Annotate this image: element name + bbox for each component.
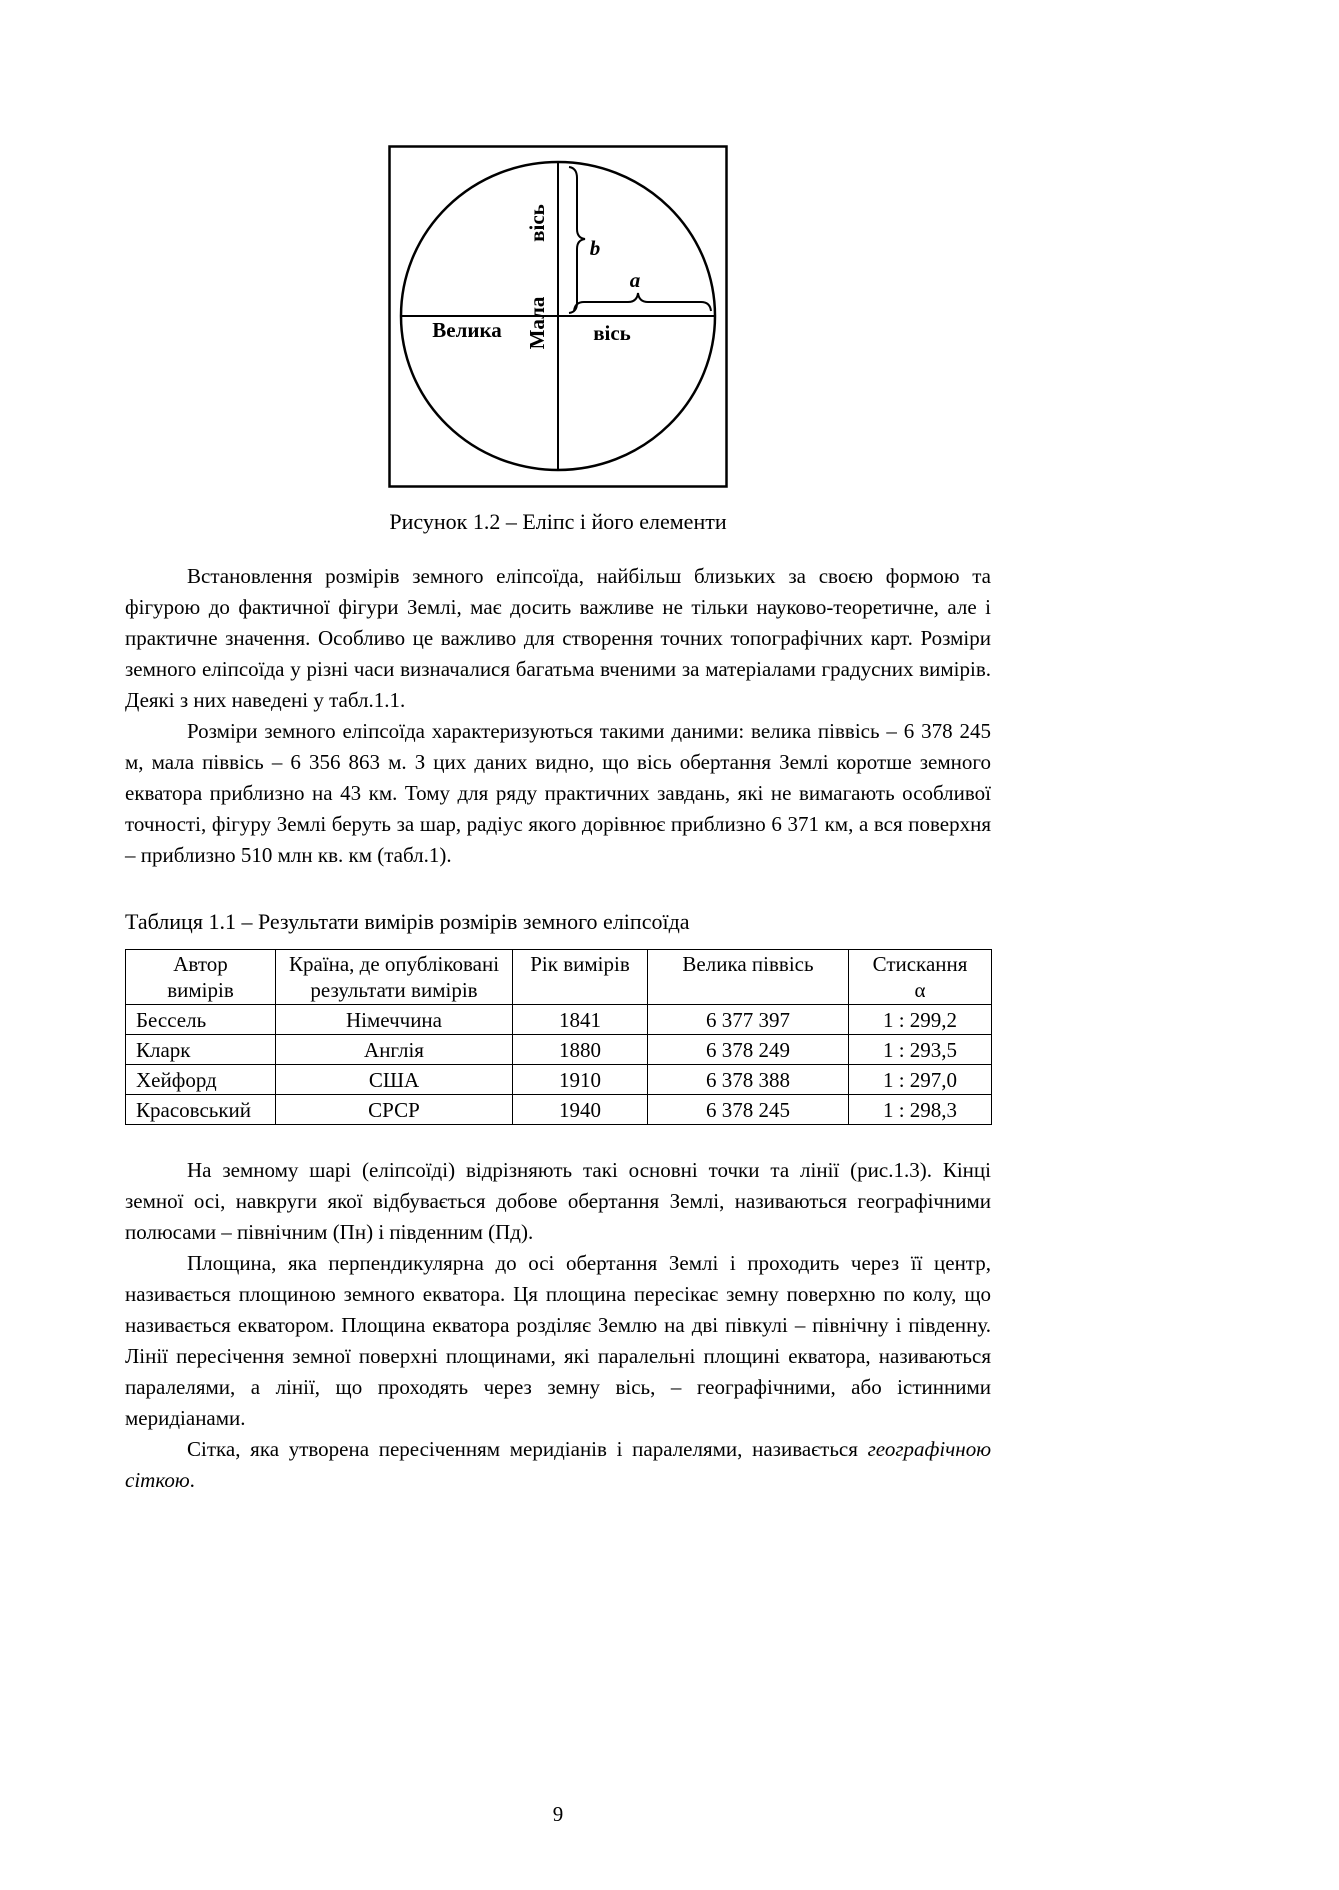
paragraph-2: Розміри земного еліпсоїда характеризуються такими даними: велика піввісь – 6 378 245 м, мала піввісь – 6 356 863 м. З цих даних видно, що вісь обертання Землі коротше земного екватора приблизно на 43 км. Тому для ряду практичних завдань, які не вимагають особливої точності, фігуру Землі беруть за шар, радіус якого дорівнює приблизно 6 371 км, а вся поверхня – приблизно 510 млн кв. км (табл.1).	[125, 719, 991, 867]
cell-country: Англія	[276, 1035, 513, 1065]
paragraph-3: На земному шарі (еліпсоїді) відрізняють такі основні точки та лінії (рис.1.3). Кінці земної осі, навкруги якої відбувається добове обертання Землі, називаються географічними полюсами – північним (Пн) і південним (Пд).	[125, 1158, 991, 1244]
ellipsoid-measurements-table	[125, 949, 992, 1125]
col-header-author	[126, 950, 276, 1005]
brace-b-icon	[569, 167, 585, 313]
cell-author: Хейфорд	[126, 1065, 276, 1095]
paragraph-1: Встановлення розмірів земного еліпсоїда, найбільш близьких за своєю формою та фігурою до фактичної фігури Землі, має досить важливе не тільки науково-теоретичне, але і практичне значення. Особливо це важливо для створення точних топографічних карт. Розміри земного еліпсоїда у різні часи визначалися багатьма вченими за матеріалами градусних вимірів. Деякі з них наведені у табл.1.1.	[125, 564, 991, 712]
cell-year: 1940	[513, 1095, 648, 1125]
minor-axis-label-top: вісь	[525, 204, 549, 242]
ellipse-figure	[125, 145, 991, 493]
col-header-country	[276, 950, 513, 1005]
cell-author: Кларк	[126, 1035, 276, 1065]
cell-flattening: 1 : 299,2	[849, 1005, 992, 1035]
paragraph-5-italic-term: географічною сіткою	[125, 1437, 991, 1492]
cell-semimajor: 6 378 388	[648, 1065, 849, 1095]
table-row	[126, 1065, 992, 1095]
major-axis-label-left: Велика	[432, 318, 502, 342]
cell-author: Красовський	[126, 1095, 276, 1125]
table-row	[126, 1035, 992, 1065]
document-content	[125, 0, 991, 1496]
ellipse-diagram	[388, 145, 728, 488]
cell-flattening: 1 : 297,0	[849, 1065, 992, 1095]
table-header-row	[126, 950, 992, 1005]
cell-semimajor: 6 378 245	[648, 1095, 849, 1125]
paragraph-4: Площина, яка перпендикулярна до осі обертання Землі і проходить через її центр, називається площиною земного екватора. Ця площина пересікає земну поверхню по колу, що називається екватором. Площина екватора розділяє Землю на дві півкулі – північну і південну. Лінії пересічення земної поверхні площинами, які паралельні площині екватора, називаються паралелями, а лінії, що проходять через земну вісь, – географічними, або істинними меридіанами.	[125, 1251, 991, 1430]
cell-year: 1841	[513, 1005, 648, 1035]
col-header-semimajor	[648, 950, 849, 1005]
semi-minor-label: b	[589, 236, 601, 260]
table-row	[126, 1095, 992, 1125]
major-axis-label-right: вісь	[593, 321, 631, 345]
col-header-flattening	[849, 950, 992, 1005]
figure-caption: Рисунок 1.2 – Еліпс і його елементи	[389, 509, 727, 534]
cell-country: Німеччина	[276, 1005, 513, 1035]
paragraph-5-end: .	[189, 1468, 195, 1492]
table-caption: Таблиця 1.1 – Результати вимірів розмірів земного еліпсоїда	[125, 909, 690, 934]
semi-major-label: a	[629, 268, 641, 292]
cell-year: 1880	[513, 1035, 648, 1065]
cell-country: СРСР	[276, 1095, 513, 1125]
cell-year: 1910	[513, 1065, 648, 1095]
col-header-year-line1: Рік вимірів	[530, 952, 630, 976]
cell-author: Бессель	[126, 1005, 276, 1035]
cell-country: США	[276, 1065, 513, 1095]
cell-flattening: 1 : 298,3	[849, 1095, 992, 1125]
page-number: 9	[552, 1802, 564, 1826]
col-header-country-line1: Країна, де опубліковані	[288, 952, 500, 976]
cell-semimajor: 6 378 249	[648, 1035, 849, 1065]
cell-semimajor: 6 377 397	[648, 1005, 849, 1035]
col-header-flattening-line1: Стискання	[872, 952, 968, 976]
table-row	[126, 1005, 992, 1035]
col-header-semimajor-line1: Велика піввісь	[682, 952, 814, 976]
col-header-flattening-line2: α	[914, 978, 926, 1002]
minor-axis-label-bottom: Мала	[525, 296, 549, 350]
col-header-year	[513, 950, 648, 1005]
col-header-author-line1: Автор	[173, 952, 228, 976]
col-header-country-line2: результати вимірів	[310, 978, 478, 1002]
col-header-author-line2: вимірів	[167, 978, 234, 1002]
brace-a-icon	[574, 293, 711, 311]
paragraph-5	[125, 1434, 991, 1496]
paragraph-5-start: Сітка, яка утворена пересіченням меридіанів і паралелями, називається	[187, 1437, 868, 1461]
cell-flattening: 1 : 293,5	[849, 1035, 992, 1065]
